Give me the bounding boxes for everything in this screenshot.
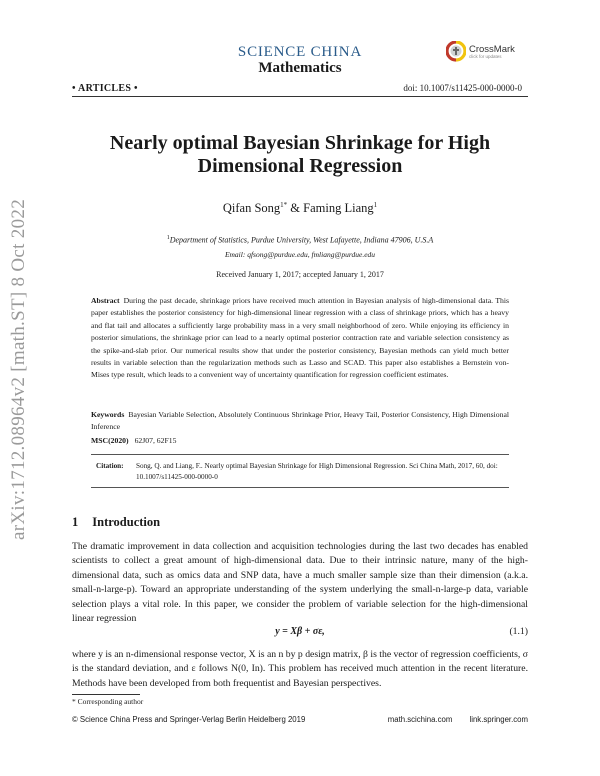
keywords-text: Bayesian Variable Selection, Absolutely Continuous Shrinkage Prior, Heavy Tail, Posterior Consistency, High Dimensional Inference	[91, 410, 509, 432]
paper-title: Nearly optimal Bayesian Shrinkage for High Dimensional Regression	[109, 132, 491, 177]
journal-subject: Mathematics	[258, 60, 342, 76]
affiliation	[0, 235, 600, 245]
msc-label: MSC(2020)	[91, 436, 129, 445]
copyright: © Science China Press and Springer-Verlag Berlin Heidelberg 2019	[72, 715, 306, 724]
paragraph-text: The dramatic improvement in data collection and acquisition technologies during the last two decades has enabled scientists to collect a great amount of high-dimensional data. Due to their intrinsic nature, many of the high-dimensional data, such as omics data and SNP data, have a much smaller sample size than their dimension (a.k.a. small-n-large-p). Toward an appropriate understanding of the system underlying the small-n-large-p data, variable selection plays a vital role. In this paper, we consider the problem of variable selection for the high-dimensional linear regression	[72, 541, 528, 625]
publisher-link[interactable]: link.springer.com	[469, 715, 528, 724]
author-emails[interactable]: Email: qfsong@purdue.edu, fmliang@purdue.edu	[224, 250, 376, 259]
msc-text: 62J07, 62F15	[134, 436, 177, 445]
section-title: Introduction	[92, 515, 161, 529]
citation-rule-top	[91, 454, 509, 455]
msc-codes	[91, 436, 509, 445]
arxiv-identifier-stamp: arXiv:1712.08964v2 [math.ST] 8 Oct 2022	[8, 199, 29, 540]
journal-link[interactable]: math.scichina.com	[387, 715, 453, 724]
equation: y = Xβ + σε,	[275, 626, 325, 637]
section-heading	[72, 515, 160, 530]
citation-box	[96, 461, 514, 483]
journal-name: SCIENCE CHINA	[237, 44, 363, 60]
keywords	[91, 409, 509, 434]
crossmark-icon	[446, 41, 466, 63]
article-type: • ARTICLES •	[72, 83, 138, 94]
crossmark-sub: click for updates	[469, 54, 502, 59]
equation-number: (1.1)	[509, 626, 528, 637]
crossmark-label: CrossMark	[469, 44, 515, 55]
citation-label: Citation:	[96, 462, 124, 470]
footnote-rule	[72, 694, 140, 695]
abstract-text: During the past decade, shrinkage priors have received much attention in Bayesian analysis of high-dimensional data. This paper establishes the posterior consistency for high-dimensional linear regression with a class of shrinkage priors, which has a heavy and flat tail and allocates a sufficiently large probability mass in a very small neighborhood of zero. While enjoying its efficiency in posterior simulations, the shrinkage prior can lead to a nearly optimal posterior contraction rate and variable selection consistency as the spike-and-slab prior. Our numerical results show that under the posterior consistency, Bayesian methods can yield much better results in variable selection than the regularization methods such as Lasso and SCAD. This paper also establishes a Bernstein von-Mises type result, which leads to a convenient way of uncertainty quantification for regression coefficient estimates.	[91, 296, 509, 380]
author-affiliation-mark: 1	[373, 201, 378, 209]
keywords-label: Keywords	[91, 410, 125, 419]
body-paragraph-1	[72, 540, 528, 626]
section-number: 1	[72, 515, 79, 529]
abstract-label: Abstract	[91, 296, 120, 305]
footnote: * Corresponding author	[72, 697, 144, 706]
received-dates: Received January 1, 2017; accepted January 1, 2017	[216, 270, 384, 279]
citation-text: Song, Q. and Liang, F.. Nearly optimal Bayesian Shrinkage for High Dimensional Regression. Sci China Math, 2017, 60, doi: 10.1007/s11425-000-0000-0	[136, 462, 498, 481]
abstract	[91, 295, 509, 382]
paragraph-text: where y is an n-dimensional response vector, X is an n by p design matrix, β is the vector of regression coefficients, σ is the standard deviation, and ε follows N(0, In). This problem has received much attention in the recent literature. Methods have been developed from both frequentist and Bayesian perspectives.	[72, 649, 528, 689]
author-affiliation-mark: 1*	[280, 201, 288, 209]
crossmark-badge[interactable]	[446, 41, 520, 63]
author-name: & Faming Liang	[290, 201, 374, 216]
authors	[0, 201, 600, 216]
affiliation-text: Department of Statistics, Purdue University, West Lafayette, Indiana 47906, U.S.A	[169, 235, 434, 245]
author-name: Qifan Song	[222, 201, 281, 216]
affiliation-mark: 1	[166, 235, 170, 241]
footer-links	[374, 715, 528, 724]
crossmark-text	[469, 45, 515, 59]
header-rule	[72, 96, 528, 97]
doi[interactable]: doi: 10.1007/s11425-000-0000-0	[403, 83, 522, 93]
citation-rule-bottom	[91, 487, 509, 488]
body-paragraph-2	[72, 648, 528, 691]
